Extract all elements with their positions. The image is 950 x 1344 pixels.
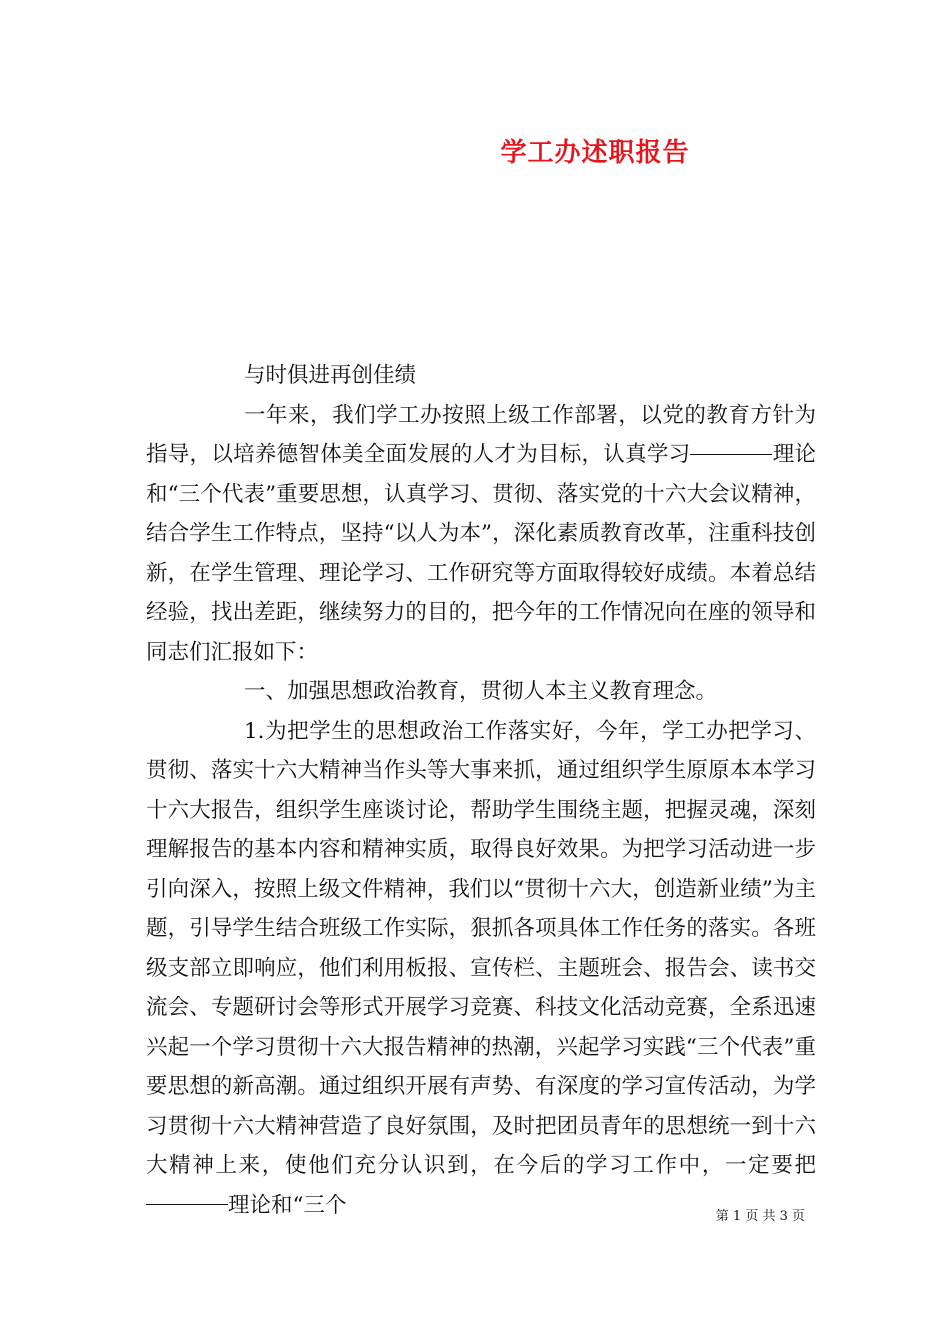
paragraph-intro-part-a: 一年来，我们学工办按照上级工作部署，以党的教育方针为指导，以培养德智体美全面发展的人才为目标，认真学习 [146,402,816,467]
page-number: 第 1 页 共 3 页 [715,1209,805,1224]
paragraph-intro-part-b: 理论和“三个代表”重要思想，认真学习、贯彻、落实党的十六大会议精神，结合学生工作特点，坚持“以人为本”，深化素质教育改革，注重科技创新，在学生管理、理论学习、工作研究等方面取得较好成绩。本着总结经验，找出差距，继续努力的目的，把今年的工作情况向在座的领导和同志们汇报如下： [146,442,816,665]
blank-line [690,454,772,455]
blank-line [146,1204,228,1205]
paragraph-intro [146,396,816,673]
page-title: 学工办述职报告 [500,138,690,168]
section-heading-1: 一、加强思想政治教育，贯彻人本主义教育理念。 [244,679,718,704]
paragraph-section-1-part-a: 1.为把学生的思想政治工作落实好，今年，学工办把学习、贯彻、落实十六大精神当作头等大事来抓，通过组织学生原原本本学习十六大报告，组织学生座谈讨论，帮助学生围绕主题，把握灵魂，深刻理解报告的基本内容和精神实质，取得良好效果。为把学习活动进一步引向深入，按照上级文件精神，我们以“贯彻十六大，创造新业绩”为主题，引导学生结合班级工作实际，狠抓各项具体工作任务的落实。各班级支部立即响应，他们利用板报、宣传栏、主题班会、报告会、读书交流会、专题研讨会等形式开展学习竞赛、科技文化活动竞赛，全系迅速兴起一个学习贯彻十六大报告精神的热潮，兴起学习实践“三个代表”重要思想的新高潮。通过组织开展有声势、有深度的学习宣传活动，为学习贯彻十六大精神营造了良好氛围，及时把团员青年的思想统一到十六大精神上来，使他们充分认识到，在今后的学习工作中，一定要把 [146,718,816,1178]
document-body [146,356,816,1225]
subtitle: 与时俱进再创佳绩 [244,363,417,388]
paragraph-section-1-item-1 [146,712,816,1226]
paragraph-section-1-part-b: 理论和“三个 [228,1192,347,1218]
